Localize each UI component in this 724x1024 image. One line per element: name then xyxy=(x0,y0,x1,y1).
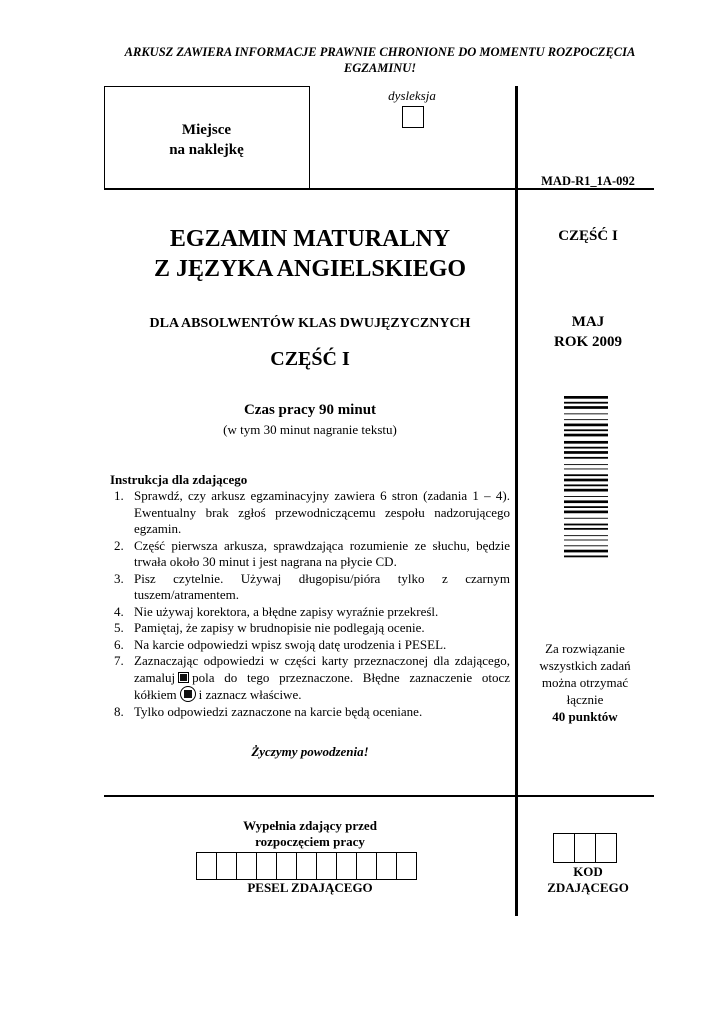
pesel-digit-box[interactable] xyxy=(216,852,237,880)
barcode-bar xyxy=(564,464,608,465)
barcode-bar xyxy=(564,540,608,541)
instruction-number: 7. xyxy=(114,653,124,668)
exam-title-line2: Z JĘZYKA ANGIELSKIEGO xyxy=(153,256,467,282)
exam-subtitle: DLA ABSOLWENTÓW KLAS DWUJĘZYCZNYCH xyxy=(149,316,471,331)
sticker-label-line1: Miejsce xyxy=(181,122,232,138)
pesel-digit-box[interactable] xyxy=(336,852,357,880)
barcode-bar xyxy=(564,447,608,449)
instruction-text: Zaznaczając odpowiedzi w części karty przeznaczonej dla zdającego, zamaluj xyxy=(134,653,510,685)
barcode-bar xyxy=(564,451,608,454)
side-year: ROK 2009 xyxy=(554,334,622,350)
legal-notice: ARKUSZ ZAWIERA INFORMACJE PRAWNIE CHRONIONE DO MOMENTU ROZPOCZĘCIA EGZAMINU! xyxy=(124,45,636,75)
pesel-digit-box[interactable] xyxy=(376,852,397,880)
points-info-line1: Za rozwiązanie xyxy=(545,641,625,656)
instruction-text: Pamiętaj, że zapisy w brudnopisie nie podlegają ocenie. xyxy=(134,620,425,635)
instruction-number: 1. xyxy=(114,488,124,503)
side-part: CZĘŚĆ I xyxy=(558,228,618,244)
instruction-text: i zaznacz właściwe. xyxy=(198,687,302,702)
exam-time: Czas pracy 90 minut xyxy=(243,402,377,418)
pesel-digit-box[interactable] xyxy=(296,852,317,880)
pesel-digit-box[interactable] xyxy=(256,852,277,880)
instruction-number: 6. xyxy=(114,636,124,652)
exam-title-line1: EGZAMIN MATURALNY xyxy=(169,226,451,252)
side-month: MAJ xyxy=(571,314,605,330)
instruction-number: 4. xyxy=(114,603,124,619)
instruction-item xyxy=(110,637,510,654)
barcode xyxy=(564,396,608,604)
instruction-item xyxy=(110,488,510,538)
barcode-bar xyxy=(564,441,608,444)
instruction-text: Na karcie odpowiedzi wpisz swoją datę urodzenia i PESEL. xyxy=(134,636,447,652)
barcode-bar xyxy=(564,489,608,492)
dyslexia-checkbox[interactable] xyxy=(402,106,424,128)
barcode-bar xyxy=(564,556,608,558)
barcode-bar xyxy=(564,500,608,503)
pesel-digit-box[interactable] xyxy=(196,852,217,880)
barcode-bar xyxy=(564,429,608,431)
kod-digit-box[interactable] xyxy=(574,833,596,863)
barcode-bar xyxy=(564,506,608,508)
barcode-bar xyxy=(564,479,608,482)
barcode-bar xyxy=(564,550,608,553)
filled-box-icon xyxy=(178,672,189,683)
instruction-number: 5. xyxy=(114,620,124,635)
points-info-line3: można otrzymać xyxy=(541,675,629,690)
barcode-bar xyxy=(564,402,608,404)
barcode-bar xyxy=(564,396,608,399)
points-info-line2: wszystkich zadań xyxy=(539,658,631,673)
pesel-digit-box[interactable] xyxy=(396,852,417,880)
good-luck-message: Życzymy powodzenia! xyxy=(251,744,369,759)
instructions-heading: Instrukcja dla zdającego xyxy=(110,472,248,487)
instruction-item xyxy=(110,653,510,704)
pesel-label: PESEL ZDAJĄCEGO xyxy=(247,880,373,895)
instruction-text: Nie używaj korektora, a błędne zapisy wyraźnie przekreśl. xyxy=(134,603,439,619)
kod-input[interactable] xyxy=(554,833,617,861)
barcode-bar xyxy=(564,496,608,497)
pesel-digit-box[interactable] xyxy=(276,852,297,880)
fill-in-note-line1: Wypełnia zdający przed xyxy=(243,818,377,833)
barcode-bar xyxy=(564,434,608,437)
barcode-bar xyxy=(564,528,608,530)
points-total: 40 punktów xyxy=(552,709,618,724)
barcode-bar xyxy=(564,535,608,536)
sticker-label xyxy=(104,120,309,160)
exam-part: CZĘŚĆ I xyxy=(270,348,350,370)
points-info-line4: łącznie xyxy=(566,692,604,707)
barcode-bar xyxy=(564,469,608,470)
instruction-item xyxy=(110,571,510,604)
sticker-divider xyxy=(309,86,310,190)
barcode-bar xyxy=(564,413,608,414)
fill-in-note-line2: rozpoczęciem pracy xyxy=(255,834,365,849)
pesel-digit-box[interactable] xyxy=(356,852,377,880)
barcode-bar xyxy=(564,424,608,427)
instruction-number: 3. xyxy=(114,570,124,586)
barcode-bar xyxy=(564,406,608,409)
instruction-text: pola do tego przeznaczone. Błędne zaznaczenie otocz kółkiem xyxy=(134,669,510,702)
instruction-number: 2. xyxy=(114,537,124,553)
instruction-text: Pisz czytelnie. Używaj długopisu/pióra tylko z czarnym tuszem/atramentem. xyxy=(134,570,510,602)
instructions-list xyxy=(110,488,510,720)
instruction-item xyxy=(110,704,510,721)
vertical-divider xyxy=(515,86,518,916)
instruction-item xyxy=(110,620,510,637)
pesel-digit-box[interactable] xyxy=(236,852,257,880)
barcode-bar xyxy=(564,419,608,420)
kod-digit-box[interactable] xyxy=(595,833,617,863)
bottom-divider xyxy=(104,795,654,797)
instruction-number: 8. xyxy=(114,703,124,719)
instruction-item xyxy=(110,604,510,621)
barcode-bar xyxy=(564,518,608,519)
barcode-bar xyxy=(564,545,608,546)
pesel-digit-box[interactable] xyxy=(316,852,337,880)
kod-label-line1: KOD xyxy=(573,864,603,879)
barcode-bar xyxy=(564,511,608,514)
barcode-bar xyxy=(564,457,608,459)
barcode-bar xyxy=(564,484,608,486)
circled-box-icon xyxy=(180,686,196,702)
exam-code: MAD-R1_1A-092 xyxy=(541,174,635,188)
barcode-bar xyxy=(564,524,608,526)
barcode-bar xyxy=(564,474,608,476)
sticker-label-line2: na naklejkę xyxy=(169,142,244,158)
instruction-text: Część pierwsza arkusza, sprawdzająca rozumienie ze słuchu, będzie trwała około 30 minut i jest nagrana na płycie CD. xyxy=(134,537,510,569)
instruction-item xyxy=(110,538,510,571)
instruction-text: Tylko odpowiedzi zaznaczone na karcie będą oceniane. xyxy=(134,703,423,719)
kod-label-line2: ZDAJĄCEGO xyxy=(547,880,629,895)
kod-digit-box[interactable] xyxy=(553,833,575,863)
instruction-text: Sprawdź, czy arkusz egzaminacyjny zawiera 6 stron (zadania 1 – 4). Ewentualny brak zgłoś przewodniczącemu zespołu nadzorującego egzamin. xyxy=(134,488,510,536)
exam-time-note: (w tym 30 minut nagranie tekstu) xyxy=(223,422,397,437)
points-info xyxy=(500,640,670,725)
dyslexia-label: dysleksja xyxy=(388,88,436,103)
pesel-input[interactable] xyxy=(197,852,417,878)
